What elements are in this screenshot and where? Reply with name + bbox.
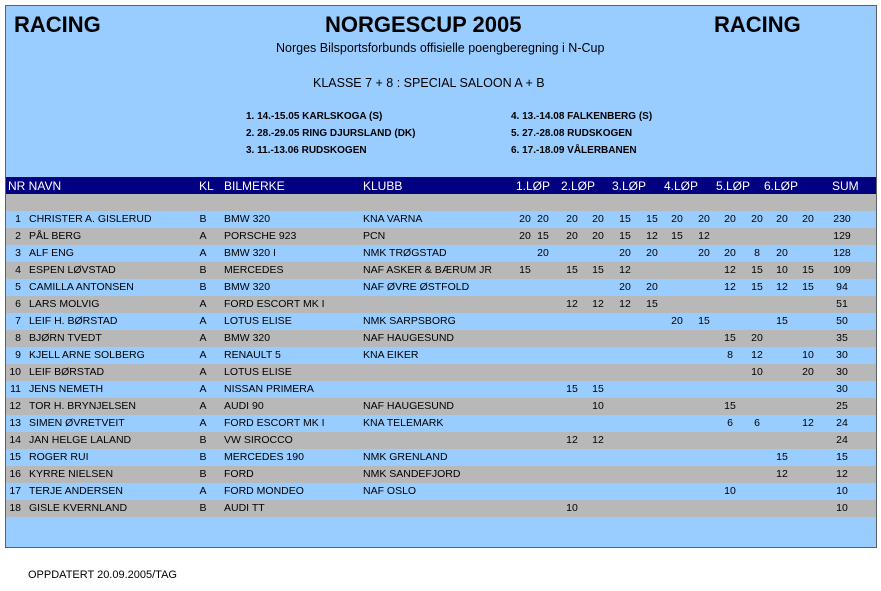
table-row [6,449,876,466]
cell-name: ESPEN LØVSTAD [29,264,116,276]
cell-kl: A [199,315,207,327]
cell-car: FORD [224,468,254,480]
cell-score: 20 [698,213,710,225]
cell-nr: 7 [15,315,21,327]
cell-car: BMW 320 [224,281,271,293]
cell-score: 10 [592,400,604,412]
cell-nr: 5 [15,281,21,293]
round-5: 5. 27.-28.08 RUDSKOGEN [511,128,633,139]
cell-sum: 30 [836,383,848,395]
cell-score: 15 [537,230,549,242]
cell-nr: 3 [15,247,21,259]
round-2: 2. 28.-29.05 RING DJURSLAND (DK) [246,128,416,139]
cell-score: 12 [619,298,631,310]
cell-score: 20 [698,247,710,259]
cell-score: 15 [646,298,658,310]
cell-score: 10 [802,349,814,361]
cell-name: KYRRE NIELSEN [29,468,114,480]
cell-score: 20 [537,247,549,259]
cell-club: NAF HAUGESUND [363,332,455,344]
table-row [6,364,876,381]
cell-score: 15 [776,451,788,463]
cell-kl: A [199,349,207,361]
cell-score: 20 [619,281,631,293]
cell-sum: 12 [836,468,848,480]
cell-car: FORD ESCORT MK I [224,298,325,310]
col-kl: KL [199,179,214,193]
cell-car: MERCEDES 190 [224,451,304,463]
cell-sum: 10 [836,485,848,497]
cell-kl: B [199,264,207,276]
cell-score: 8 [754,247,760,259]
cell-name: ALF ENG [29,247,74,259]
cell-club: KNA TELEMARK [363,417,444,429]
cell-club: NMK TRØGSTAD [363,247,447,259]
table-row [6,262,876,279]
table-row [6,330,876,347]
cell-score: 12 [776,468,788,480]
cell-score: 10 [776,264,788,276]
cell-score: 15 [724,332,736,344]
table-row [6,381,876,398]
cell-sum: 25 [836,400,848,412]
col-nr-navn: NR NAVN [8,179,62,193]
cell-score: 20 [724,247,736,259]
cell-nr: 12 [9,400,21,412]
cell-score: 20 [592,230,604,242]
cell-score: 12 [592,298,604,310]
cell-kl: A [199,400,207,412]
col-klubb: KLUBB [363,179,403,193]
cell-car: FORD MONDEO [224,485,304,497]
table-row [6,245,876,262]
cell-score: 15 [566,383,578,395]
cell-name: JENS NEMETH [29,383,104,395]
round-3: 3. 11.-13.06 RUDSKOGEN [246,145,367,156]
cell-name: JAN HELGE LALAND [29,434,132,446]
cell-kl: A [199,366,207,378]
cell-name: PÅL BERG [29,230,82,242]
cell-score: 10 [724,485,736,497]
cell-nr: 13 [9,417,21,429]
cell-nr: 15 [9,451,21,463]
cell-nr: 4 [15,264,21,276]
cell-kl: B [199,451,207,463]
cell-name: CHRISTER A. GISLERUD [29,213,152,225]
cell-score: 10 [566,502,578,514]
table-row [6,296,876,313]
cell-sum: 30 [836,366,848,378]
cell-score: 15 [802,281,814,293]
round-6: 6. 17.-18.09 VÅLERBANEN [511,145,637,156]
col-lop-3: 3.LØP [612,179,647,193]
cell-score: 12 [802,417,814,429]
cell-club: NMK SANDEFJORD [363,468,461,480]
cell-club: KNA EIKER [363,349,419,361]
col-bilmerke: BILMERKE [224,179,285,193]
cell-kl: A [199,485,207,497]
cell-name: LEIF H. BØRSTAD [29,315,118,327]
cell-score: 12 [724,281,736,293]
cell-score: 20 [592,213,604,225]
cell-sum: 230 [833,213,851,225]
cell-sum: 109 [833,264,851,276]
cell-car: NISSAN PRIMERA [224,383,314,395]
cell-nr: 16 [9,468,21,480]
table-row [6,466,876,483]
cell-club: KNA VARNA [363,213,423,225]
cell-kl: B [199,468,207,480]
cell-club: NAF OSLO [363,485,417,497]
cell-score: 12 [619,264,631,276]
cell-name: SIMEN ØVRETVEIT [29,417,125,429]
cell-nr: 10 [9,366,21,378]
cell-name: TOR H. BRYNJELSEN [29,400,136,412]
cell-sum: 24 [836,417,848,429]
cell-score: 20 [724,213,736,225]
cell-score: 15 [698,315,710,327]
table-row [6,415,876,432]
cell-car: RENAULT 5 [224,349,281,361]
cell-nr: 2 [15,230,21,242]
cell-score: 12 [566,298,578,310]
col-lop-1: 1.LØP [516,179,551,193]
cell-club: NMK GRENLAND [363,451,448,463]
cell-car: BMW 320 [224,213,271,225]
table-row [6,398,876,415]
col-lop-2: 2.LØP [561,179,596,193]
updated-note: OPPDATERT 20.09.2005/TAG [28,569,177,581]
racing-right: RACING [714,12,801,37]
cell-sum: 15 [836,451,848,463]
round-4: 4. 13.-14.08 FALKENBERG (S) [511,111,653,122]
racing-left: RACING [14,12,101,37]
cell-nr: 9 [15,349,21,361]
cell-name: KJELL ARNE SOLBERG [29,349,145,361]
cell-score: 6 [754,417,760,429]
page-title: NORGESCUP 2005 [325,12,522,37]
cell-sum: 128 [833,247,851,259]
cell-sum: 50 [836,315,848,327]
cell-nr: 17 [9,485,21,497]
table-row [6,211,876,228]
cell-sum: 24 [836,434,848,446]
cell-club: NAF HAUGESUND [363,400,455,412]
table-header [6,177,876,194]
cell-sum: 129 [833,230,851,242]
cell-sum: 30 [836,349,848,361]
cell-score: 20 [671,213,683,225]
cell-score: 20 [566,230,578,242]
cell-score: 15 [802,264,814,276]
cell-kl: A [199,332,207,344]
cell-nr: 8 [15,332,21,344]
cell-sum: 10 [836,502,848,514]
cell-score: 20 [619,247,631,259]
cell-score: 15 [592,383,604,395]
cell-score: 8 [727,349,733,361]
col-lop-5: 5.LØP [716,179,751,193]
cell-name: LARS MOLVIG [29,298,100,310]
cell-kl: A [199,298,207,310]
cell-score: 15 [776,315,788,327]
table-row [6,500,876,517]
cell-score: 20 [671,315,683,327]
cell-car: AUDI 90 [224,400,264,412]
cell-kl: A [199,230,207,242]
cell-score: 15 [566,264,578,276]
cell-kl: A [199,383,207,395]
cell-score: 15 [751,264,763,276]
table-row [6,483,876,500]
cell-name: ROGER RUI [29,451,89,463]
table-row [6,347,876,364]
cell-sum: 94 [836,281,848,293]
cell-nr: 11 [10,383,21,395]
cell-club: NMK SARPSBORG [363,315,456,327]
cell-score: 20 [519,230,531,242]
cell-car: VW SIROCCO [224,434,293,446]
col-lop-6: 6.LØP [764,179,799,193]
cell-car: PORSCHE 923 [224,230,297,242]
table-row [6,313,876,330]
cell-score: 15 [592,264,604,276]
cell-score: 20 [776,213,788,225]
cell-score: 15 [619,213,631,225]
cell-score: 12 [592,434,604,446]
results-sheet [5,5,877,548]
cell-kl: A [199,417,207,429]
cell-sum: 35 [836,332,848,344]
cell-car: FORD ESCORT MK I [224,417,325,429]
cell-score: 20 [646,247,658,259]
cell-car: LOTUS ELISE [224,315,292,327]
blank-row [6,517,876,534]
cell-score: 12 [751,349,763,361]
col-lop-4: 4.LØP [664,179,699,193]
cell-score: 12 [566,434,578,446]
cell-name: LEIF BØRSTAD [29,366,105,378]
cell-name: CAMILLA ANTONSEN [29,281,134,293]
cell-nr: 6 [15,298,21,310]
class-label: KLASSE 7 + 8 : SPECIAL SALOON A + B [313,76,545,90]
cell-kl: B [199,434,207,446]
cell-score: 15 [519,264,531,276]
table-row [6,279,876,296]
cell-score: 20 [776,247,788,259]
results-table-body [6,211,876,534]
cell-club: NAF ASKER & BÆRUM JR [363,264,492,276]
cell-score: 12 [698,230,710,242]
cell-score: 6 [727,417,733,429]
cell-car: BMW 320 [224,332,271,344]
cell-nr: 1 [15,213,21,225]
cell-name: BJØRN TVEDT [29,332,102,344]
cell-kl: B [199,281,207,293]
table-row [6,432,876,449]
cell-name: GISLE KVERNLAND [29,502,128,514]
cell-kl: A [199,247,207,259]
cell-score: 20 [519,213,531,225]
cell-score: 15 [671,230,683,242]
cell-score: 20 [802,366,814,378]
cell-score: 12 [776,281,788,293]
cell-score: 15 [724,400,736,412]
spacer-row [6,194,876,211]
cell-sum: 51 [836,298,848,310]
cell-name: TERJE ANDERSEN [29,485,123,497]
cell-club: PCN [363,230,386,242]
cell-score: 20 [566,213,578,225]
cell-score: 20 [751,332,763,344]
cell-score: 10 [751,366,763,378]
cell-nr: 18 [9,502,21,514]
round-1: 1. 14.-15.05 KARLSKOGA (S) [246,111,383,122]
cell-kl: B [199,213,207,225]
cell-car: LOTUS ELISE [224,366,292,378]
cell-car: MERCEDES [224,264,284,276]
subtitle: Norges Bilsportsforbunds offisielle poengberegning i N-Cup [276,41,605,55]
cell-score: 15 [751,281,763,293]
col-sum: SUM [832,179,859,193]
cell-kl: B [199,502,207,514]
cell-club: NAF ØVRE ØSTFOLD [363,281,470,293]
cell-score: 20 [537,213,549,225]
cell-nr: 14 [9,434,21,446]
cell-score: 20 [646,281,658,293]
cell-score: 20 [751,213,763,225]
cell-score: 15 [619,230,631,242]
cell-car: AUDI TT [224,502,265,514]
cell-score: 20 [802,213,814,225]
cell-score: 12 [646,230,658,242]
cell-score: 12 [724,264,736,276]
cell-score: 15 [646,213,658,225]
cell-car: BMW 320 I [224,247,276,259]
table-row [6,228,876,245]
